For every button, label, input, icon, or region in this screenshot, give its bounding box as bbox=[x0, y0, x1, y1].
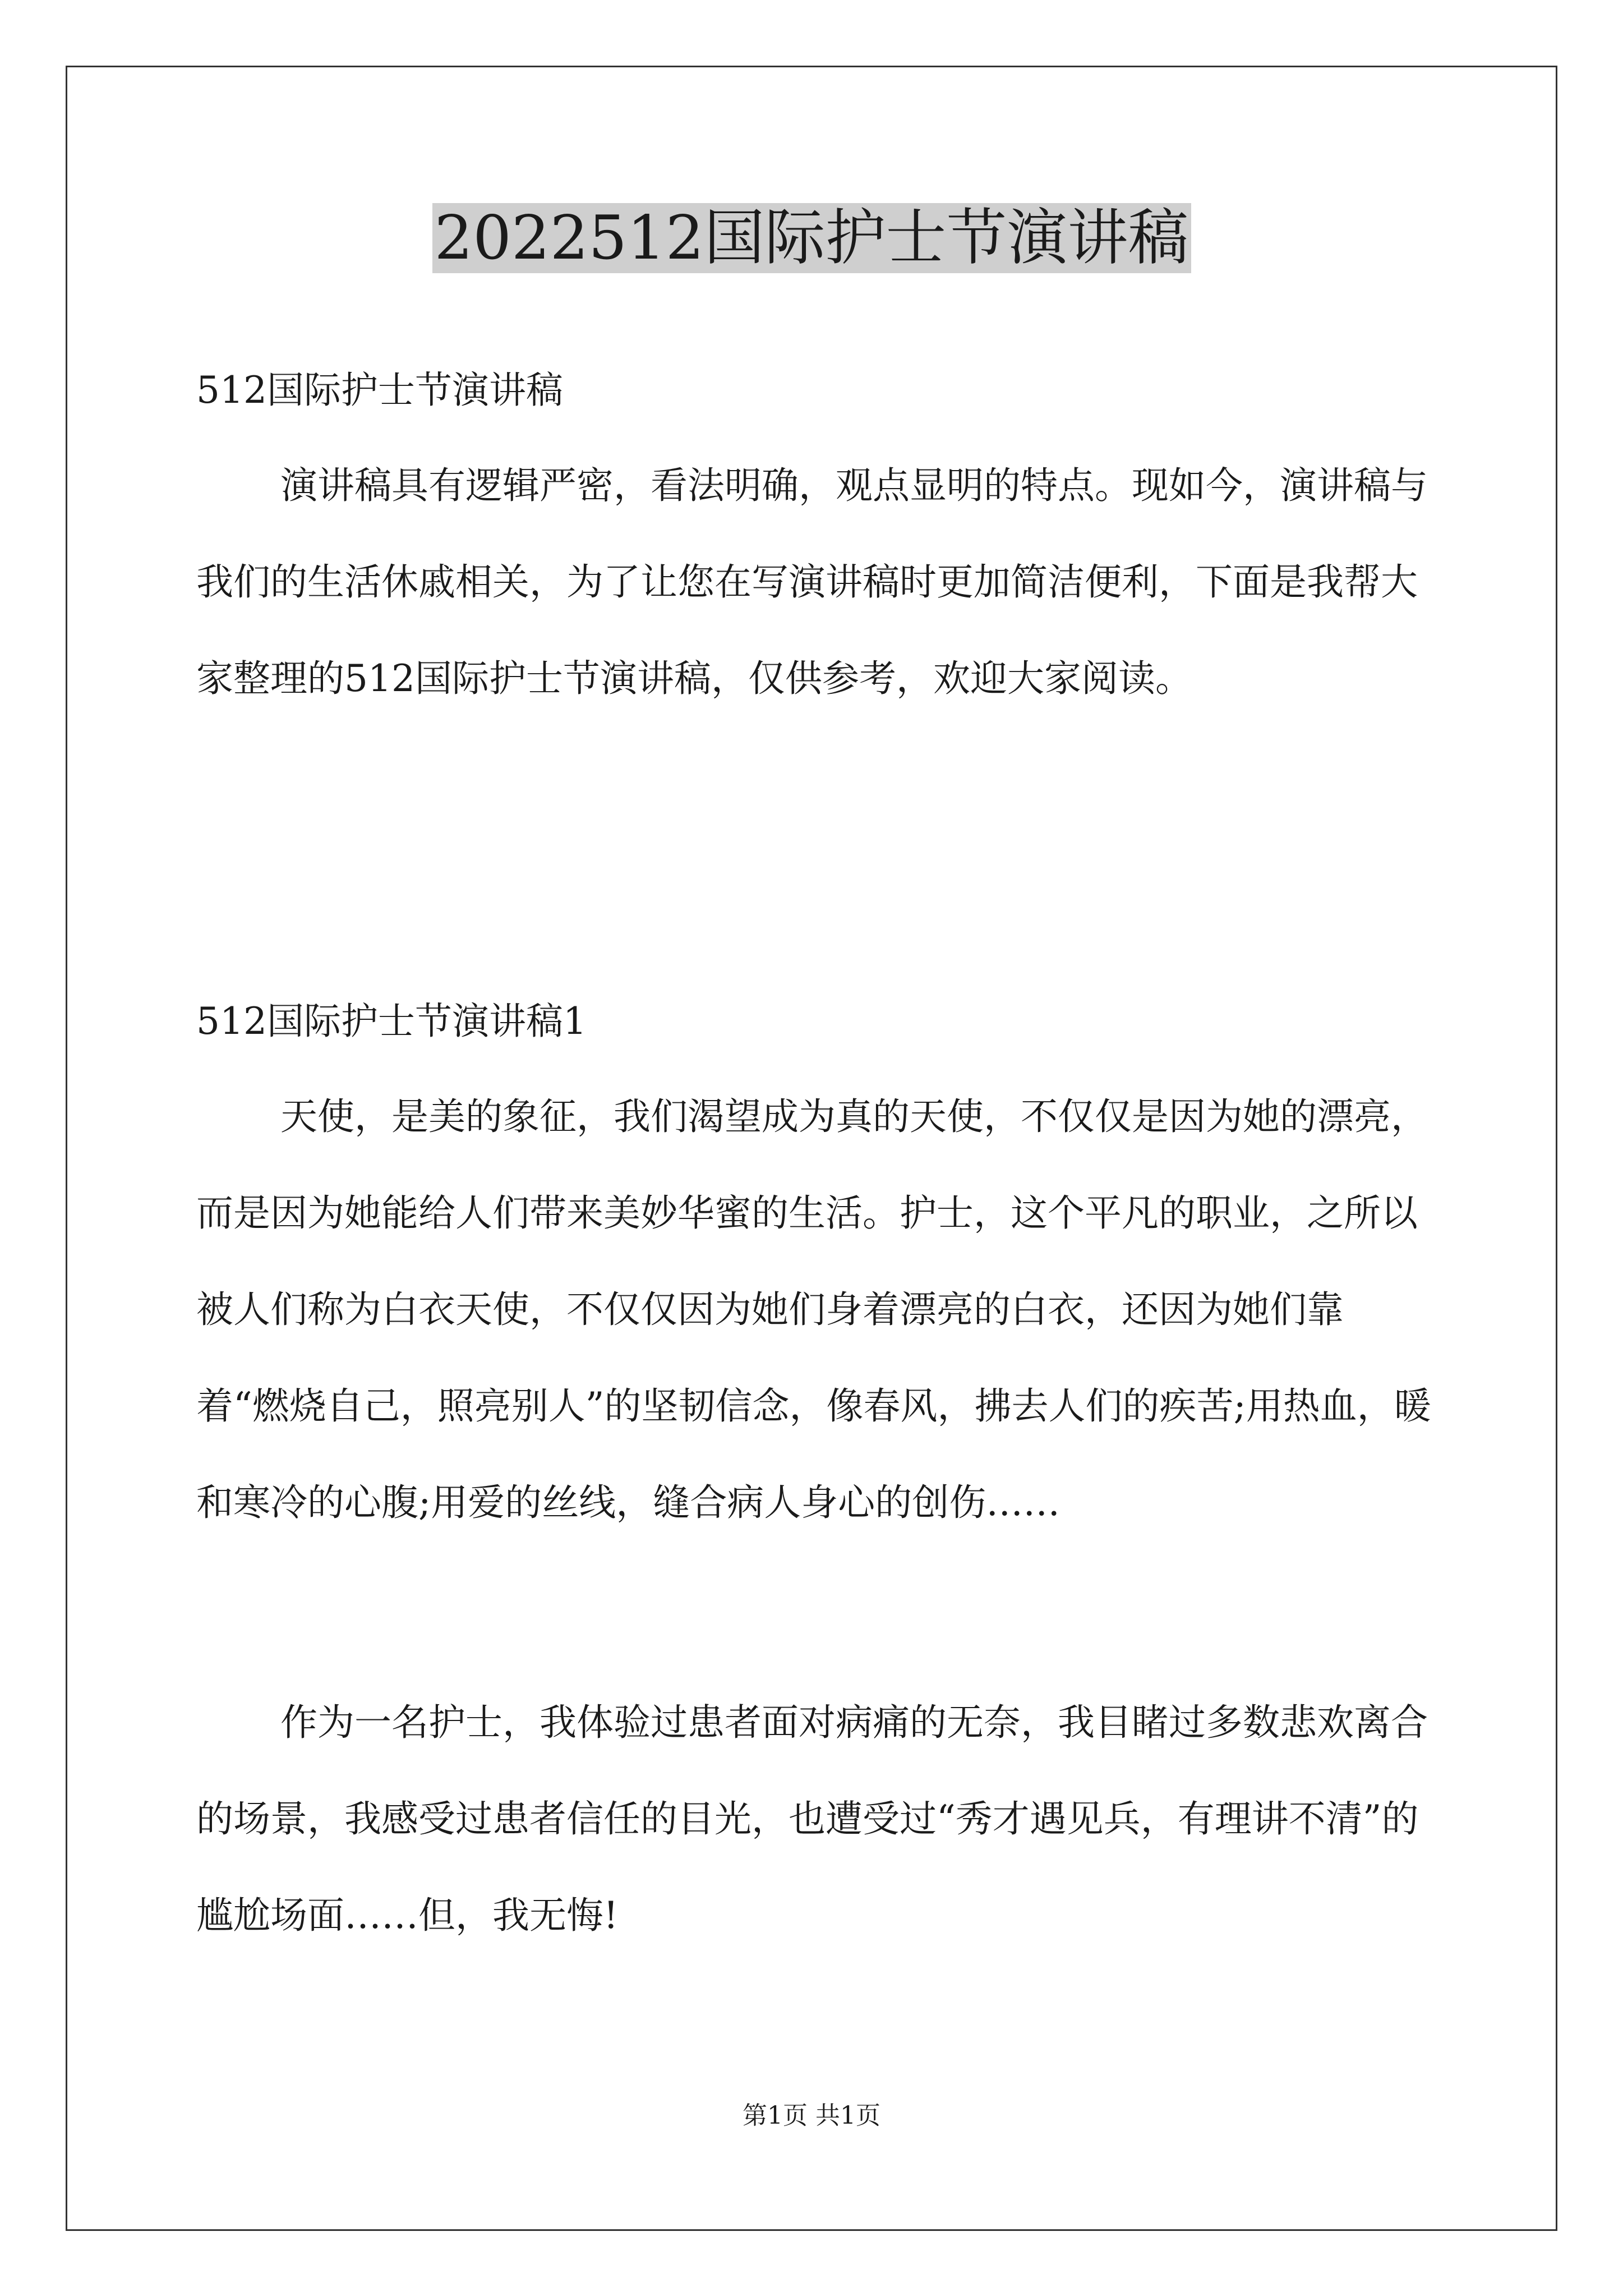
document-title-wrap bbox=[0, 199, 1623, 278]
document-title: 2022512国际护士节演讲稿 bbox=[432, 203, 1191, 273]
intro-paragraph: 演讲稿具有逻辑严密，看法明确，观点显明的特点。现如今，演讲稿与我们的生活休戚相关，为了让您在写演讲稿时更加简洁便利，下面是我帮大家整理的512国际护士节演讲稿，仅供参考，欢迎大家阅读。 bbox=[196, 464, 1428, 700]
section-paragraph-2: 作为一名护士，我体验过患者面对病痛的无奈，我目睹过多数悲欢离合的场景，我感受过患者信任的目光，也遭受过“秀才遇见兵，有理讲不清”的尴尬场面……但，我无悔! bbox=[196, 1701, 1428, 1937]
page-footer: 第1页 共1页 bbox=[743, 2101, 880, 2130]
subtitle: 512国际护士节演讲稿 bbox=[196, 369, 563, 412]
section-paragraph-1: 天使，是美的象征，我们渴望成为真的天使，不仅仅是因为她的漂亮，而是因为她能给人们带来美妙华蜜的生活。护士，这个平凡的职业，之所以被人们称为白衣天使，不仅仅因为她们身着漂亮的白衣，还因为她们靠着“燃烧自己，照亮别人”的坚韧信念，像春风，拂去人们的疾苦;用热血，暖和寒冷的心腹;用爱的丝线，缝合病人身心的创伤…… bbox=[196, 1095, 1431, 1524]
section-heading: 512国际护士节演讲稿1 bbox=[196, 1000, 587, 1043]
